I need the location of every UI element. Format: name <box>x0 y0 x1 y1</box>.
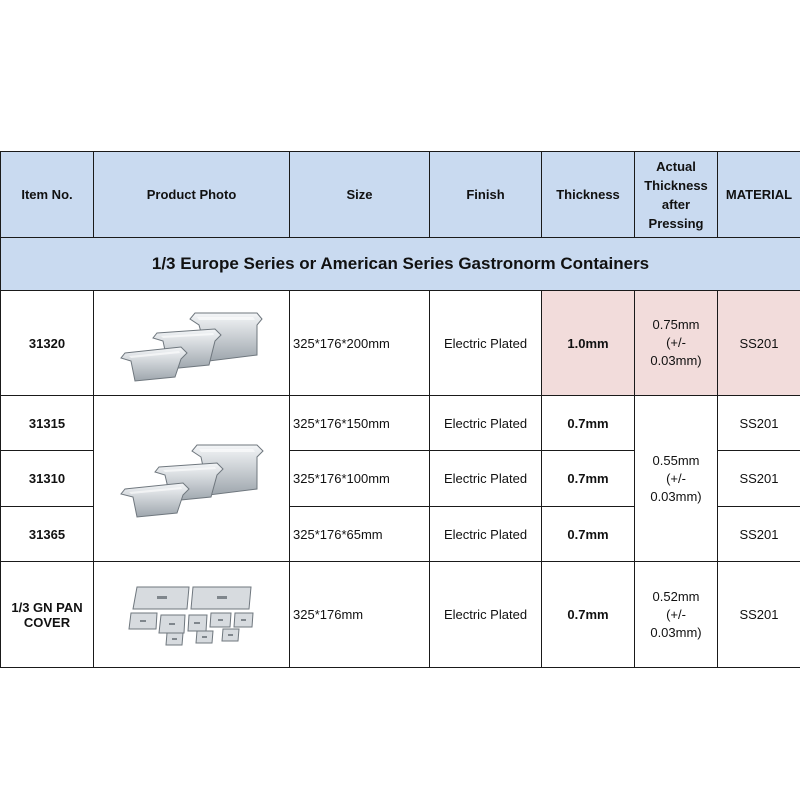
series-banner: 1/3 Europe Series or American Series Gastronorm Containers <box>1 238 800 291</box>
item-no: 31315 <box>1 396 94 451</box>
material-cell: SS201 <box>718 562 800 668</box>
gastronorm-pans-image <box>117 437 267 521</box>
product-photo-cell <box>94 291 290 396</box>
finish-cell: Electric Plated <box>430 396 542 451</box>
gastronorm-pans-image <box>117 303 267 383</box>
thickness-cell: 0.7mm <box>542 562 635 668</box>
thickness-cell: 1.0mm <box>542 291 635 396</box>
finish-cell: Electric Plated <box>430 562 542 668</box>
table-row <box>1 396 800 451</box>
item-no <box>1 562 94 668</box>
thickness-cell: 0.7mm <box>542 451 635 507</box>
header-material: MATERIAL <box>718 152 800 238</box>
material-cell: SS201 <box>718 291 800 396</box>
product-photo-cell <box>94 396 290 562</box>
actual-line: 0.52mm <box>652 588 700 604</box>
item-no: 31320 <box>1 291 94 396</box>
actual-line: 0.55mm <box>652 452 700 468</box>
actual-thickness-cell <box>635 291 718 396</box>
actual-thickness-cell <box>635 396 718 562</box>
material-cell: SS201 <box>718 451 800 507</box>
thickness-cell: 0.7mm <box>542 507 635 562</box>
table-row <box>1 291 800 396</box>
actual-line: 0.03mm) <box>650 488 702 504</box>
header-product-photo: Product Photo <box>94 152 290 238</box>
table-row <box>1 562 800 668</box>
header-actual-line: Actual <box>656 158 696 174</box>
item-no: 31365 <box>1 507 94 562</box>
header-row <box>1 152 800 238</box>
actual-line: (+/- <box>666 470 686 486</box>
item-no-line: 1/3 GN PAN <box>11 599 83 615</box>
product-photo-cell <box>94 562 290 668</box>
header-item-no: Item No. <box>1 152 94 238</box>
header-finish: Finish <box>430 152 542 238</box>
pan-covers-image <box>127 583 257 647</box>
item-no: 31310 <box>1 451 94 507</box>
material-cell: SS201 <box>718 396 800 451</box>
header-actual-line: Pressing <box>648 215 704 231</box>
thickness-cell: 0.7mm <box>542 396 635 451</box>
finish-cell: Electric Plated <box>430 291 542 396</box>
actual-line: (+/- <box>666 335 686 350</box>
actual-line: 0.03mm) <box>650 624 702 640</box>
product-spec-table <box>0 151 800 668</box>
size-cell: 325*176*100mm <box>290 451 430 507</box>
size-cell: 325*176*200mm <box>290 291 430 396</box>
header-thickness: Thickness <box>542 152 635 238</box>
header-actual-line: Thickness <box>644 177 708 193</box>
finish-cell: Electric Plated <box>430 451 542 507</box>
actual-line: 0.03mm) <box>650 353 702 368</box>
actual-thickness-cell <box>635 562 718 668</box>
size-cell: 325*176*150mm <box>290 396 430 451</box>
header-actual-line: after <box>661 196 691 212</box>
actual-line: 0.75mm <box>652 317 700 332</box>
item-no-line: COVER <box>23 614 71 630</box>
series-banner-row <box>1 238 800 291</box>
finish-cell: Electric Plated <box>430 507 542 562</box>
header-actual-thickness <box>635 152 718 238</box>
material-cell: SS201 <box>718 507 800 562</box>
header-size: Size <box>290 152 430 238</box>
size-cell: 325*176mm <box>290 562 430 668</box>
size-cell: 325*176*65mm <box>290 507 430 562</box>
actual-line: (+/- <box>666 606 686 622</box>
